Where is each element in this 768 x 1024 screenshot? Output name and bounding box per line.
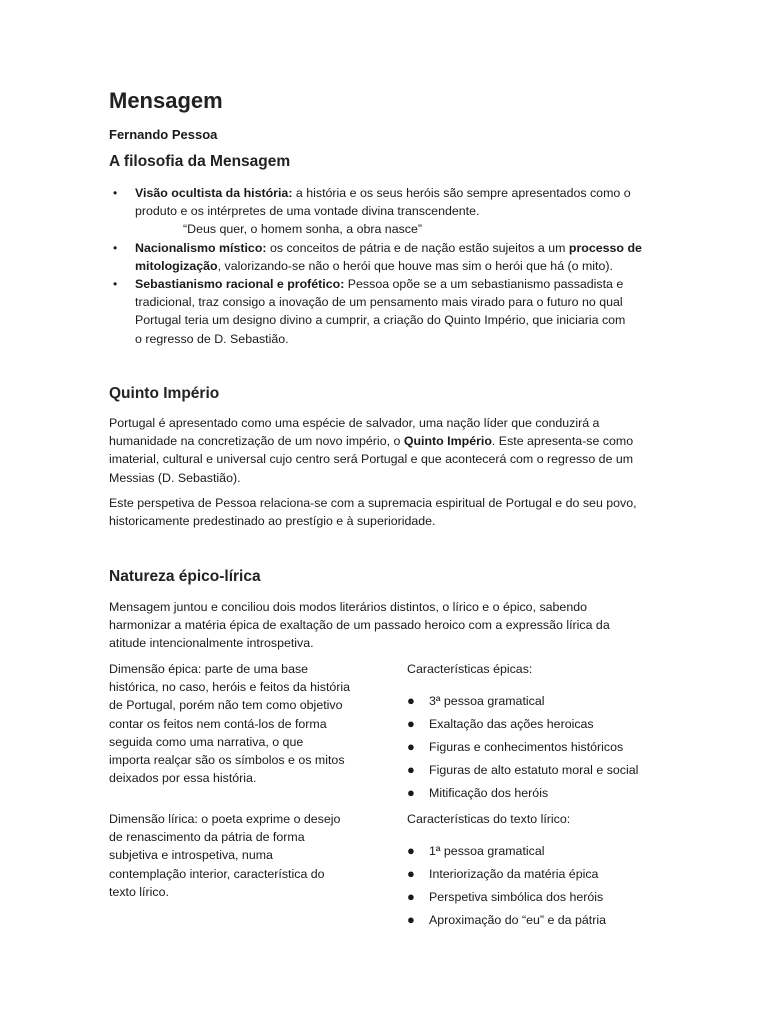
- paragraph-line: histórica, no caso, heróis e feitos da história: [109, 680, 351, 695]
- paragraph-line: Dimensão lírica: o poeta exprime o desejo: [109, 812, 341, 826]
- bullet-icon: ●: [407, 785, 415, 800]
- bullet-icon: ●: [407, 843, 415, 858]
- list-item-text: Exaltação das ações heroicas: [429, 717, 594, 731]
- list-item-text: Mitificação dos heróis: [429, 786, 549, 800]
- quinto-imperio-paragraph-1: [109, 414, 669, 487]
- epic-dimension-text: [109, 660, 369, 787]
- list-item: [407, 842, 667, 865]
- list-item: [109, 239, 669, 275]
- paragraph-line: Portugal é apresentado como uma espécie de salvador, uma nação líder que conduzirá a: [109, 416, 600, 430]
- bullet-text: tradicional, traz consigo a inovação de um pensamento mais virado para o futuro no qual: [135, 295, 623, 310]
- paragraph-line: contar os feitos nem contá-los de forma: [109, 716, 327, 731]
- bullet-icon: •: [113, 240, 118, 255]
- list-item: [407, 715, 667, 738]
- list-item: [407, 911, 667, 934]
- list-item-text: Figuras de alto estatuto moral e social: [429, 763, 639, 777]
- quote-text: “Deus quer, o homem sonha, a obra nasce”: [183, 222, 422, 237]
- list-item: [109, 184, 669, 239]
- epic-characteristics-list: [407, 692, 667, 807]
- list-item-text: Figuras e conhecimentos históricos: [429, 740, 624, 754]
- list-item: [109, 275, 669, 348]
- paragraph-line: importa realçar são os símbolos e os mitos: [109, 753, 345, 768]
- bold-term: Quinto Império: [403, 434, 492, 449]
- paragraph-line: de renascimento da pátria de forma: [109, 830, 305, 845]
- paragraph-line: Este perspetiva de Pessoa relaciona-se com a supremacia espiritual de Portugal e do seu povo,: [109, 496, 637, 510]
- list-item: [407, 692, 667, 715]
- bullet-icon: ●: [407, 762, 415, 777]
- list-item: [407, 888, 667, 911]
- bullet-term: processo de: [568, 240, 642, 255]
- paragraph-line: texto lírico.: [109, 884, 169, 899]
- bullet-icon: ●: [407, 739, 415, 754]
- author-name: Fernando Pessoa: [109, 127, 218, 142]
- list-item: [407, 738, 667, 761]
- quinto-imperio-paragraph-2: [109, 494, 669, 530]
- paragraph-line: subjetiva e introspetiva, numa: [109, 848, 273, 863]
- paragraph-line: contemplação interior, característica do: [109, 866, 325, 881]
- document-title: Mensagem: [109, 88, 223, 113]
- bullet-icon: •: [113, 277, 118, 292]
- paragraph-line: Mensagem juntou e conciliou dois modos literários distintos, o lírico e o épico, sabendo: [109, 600, 587, 614]
- bullet-icon: ●: [407, 693, 415, 708]
- list-item: [407, 865, 667, 888]
- paragraph-line: harmonizar a matéria épica de exaltação de um passado heroico com a expressão lírica da: [109, 618, 610, 633]
- bullet-text: o regresso de D. Sebastião.: [135, 331, 289, 346]
- paragraph-line: Dimensão épica: parte de uma base: [109, 662, 309, 676]
- paragraph-line: historicamente predestinado ao prestígio e à superioridade.: [109, 514, 436, 529]
- filosofia-bullet-list: [109, 184, 669, 348]
- bullet-icon: ●: [407, 716, 415, 731]
- bullet-term: mitologização: [135, 258, 218, 273]
- lyric-dimension-text: [109, 810, 369, 901]
- paragraph-line: . Este apresenta-se como: [491, 434, 634, 449]
- paragraph-line: Messias (D. Sebastião).: [109, 470, 241, 485]
- list-item: [407, 784, 667, 807]
- bullet-text: Portugal teria um designo divino a cumprir, a criação do Quinto Império, que iniciaria com: [135, 313, 626, 328]
- list-item-text: 1ª pessoa gramatical: [429, 844, 545, 858]
- bullet-icon: ●: [407, 866, 415, 881]
- bullet-icon: •: [113, 186, 118, 200]
- bullet-text: os conceitos de pátria e de nação estão sujeitos a um: [266, 240, 569, 255]
- paragraph-line: de Portugal, porém não tem como objetivo: [109, 698, 343, 713]
- natureza-intro-paragraph: [109, 598, 669, 653]
- list-item: [407, 761, 667, 784]
- bullet-term: Visão ocultista da história:: [135, 186, 293, 200]
- bullet-text: produto e os intérpretes de uma vontade divina transcendente.: [135, 204, 480, 219]
- paragraph-line: humanidade na concretização de um novo império, o: [109, 434, 404, 449]
- section-heading-filosofia: A filosofia da Mensagem: [109, 153, 291, 170]
- paragraph-line: seguida como uma narrativa, o que: [109, 734, 304, 749]
- list-item-text: Aproximação do “eu” e da pátria: [429, 913, 607, 927]
- bullet-text: , valorizando-se não o herói que houve mas sim o herói que há (o mito).: [217, 258, 613, 273]
- epic-characteristics-heading: Características épicas:: [407, 662, 533, 676]
- bullet-text: a história e os seus heróis são sempre apresentados como o: [292, 186, 631, 200]
- bullet-term: Sebastianismo racional e profético:: [135, 277, 345, 292]
- list-item-text: Interiorização da matéria épica: [429, 867, 599, 881]
- section-heading-natureza: Natureza épico-lírica: [109, 568, 261, 585]
- bullet-text: Pessoa opõe se a um sebastianismo passadista e: [344, 277, 624, 292]
- paragraph-line: deixados por essa história.: [109, 771, 257, 786]
- paragraph-line: imaterial, cultural e universal cujo centro será Portugal e que acontecerá com o regresso de um: [109, 452, 634, 467]
- paragraph-line: atitude intencionalmente introspetiva.: [109, 636, 314, 651]
- list-item-text: Perspetiva simbólica dos heróis: [429, 890, 604, 904]
- bullet-icon: ●: [407, 889, 415, 904]
- list-item-text: 3ª pessoa gramatical: [429, 694, 545, 708]
- bullet-icon: ●: [407, 912, 415, 927]
- lyric-characteristics-heading: Características do texto lírico:: [407, 812, 571, 826]
- section-heading-quinto-imperio: Quinto Império: [109, 385, 220, 402]
- bullet-term: Nacionalismo místico:: [135, 240, 267, 255]
- lyric-characteristics-list: [407, 842, 667, 934]
